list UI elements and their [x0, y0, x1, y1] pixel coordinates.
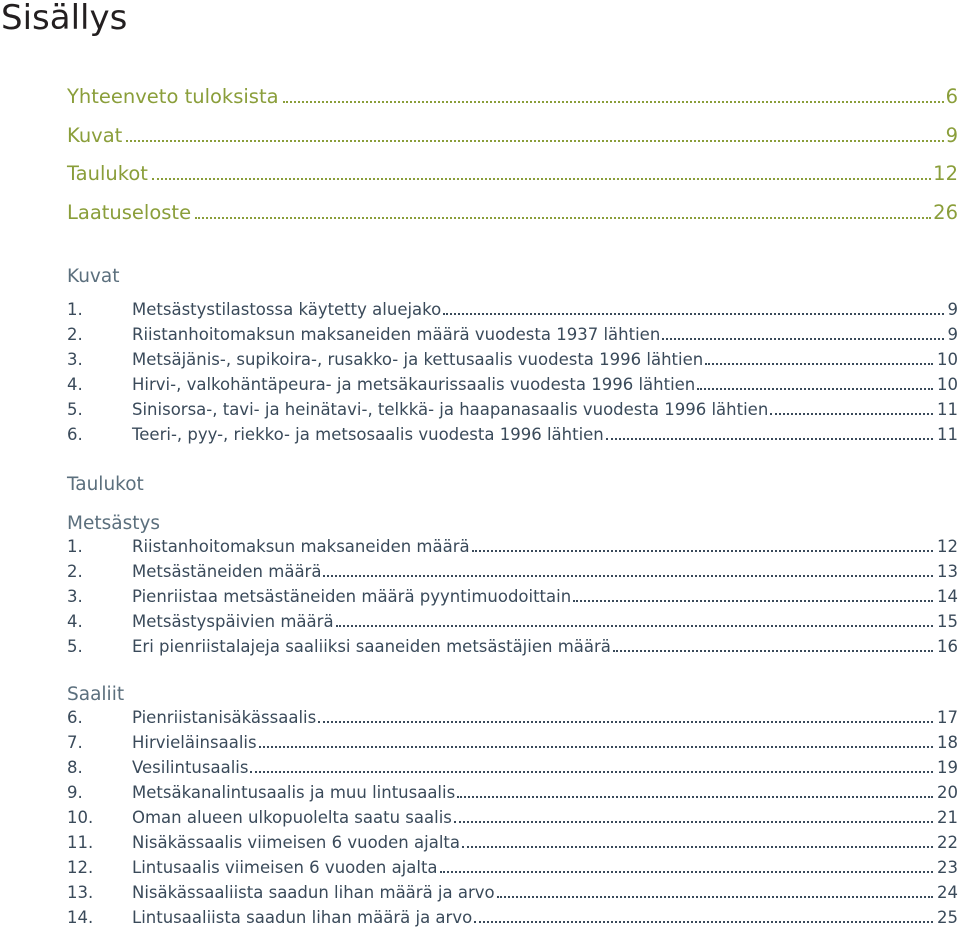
toc-item-page: 14	[937, 587, 958, 606]
toc-item-page: 18	[937, 733, 958, 752]
dot-leader	[662, 338, 943, 340]
toc-item-number: 3.	[67, 350, 83, 369]
metsastys-list	[67, 537, 958, 662]
toc-item-page: 15	[937, 612, 958, 631]
dot-leader	[573, 600, 933, 602]
toc-item-label: Metsäjänis-, supikoira-, rusakko- ja kettusaalis vuodesta 1996 lähtien	[132, 350, 704, 369]
dot-leader	[195, 217, 931, 219]
toc-entry-kuvat[interactable]	[67, 124, 958, 163]
toc-list-item[interactable]	[67, 537, 958, 562]
toc-item-number: 5.	[67, 400, 83, 419]
toc-item-number: 9.	[67, 783, 83, 802]
toc-item-number: 11.	[67, 833, 94, 852]
toc-item-number: 1.	[67, 537, 83, 556]
dot-leader	[443, 313, 943, 315]
toc-item-page: 16	[937, 637, 958, 656]
toc-list-item[interactable]	[67, 562, 958, 587]
toc-item-label: Nisäkässaaliista saadun lihan määrä ja arvo	[132, 883, 495, 902]
dot-leader	[152, 178, 931, 180]
toc-item-page: 12	[937, 537, 958, 556]
toc-item-page: 22	[937, 833, 958, 852]
toc-list-item[interactable]	[67, 425, 958, 450]
toc-list-item[interactable]	[67, 350, 958, 375]
toc-list-item[interactable]	[67, 733, 958, 758]
dot-leader	[250, 771, 933, 773]
toc-list-item[interactable]	[67, 758, 958, 783]
toc-item-label: Riistanhoitomaksun maksaneiden määrä vuodesta 1937 lähtien	[132, 325, 661, 344]
toc-entry-label: Yhteenveto tuloksista	[67, 85, 279, 108]
toc-list-item[interactable]	[67, 858, 958, 883]
toc-item-page: 9	[947, 300, 958, 319]
toc-list-item[interactable]	[67, 708, 958, 733]
toc-item-page: 11	[937, 400, 958, 419]
toc-item-page: 23	[937, 858, 958, 877]
dot-leader	[454, 821, 933, 823]
toc-item-number: 6.	[67, 708, 83, 727]
dot-leader	[336, 625, 933, 627]
dot-leader	[283, 101, 944, 103]
toc-list-item[interactable]	[67, 612, 958, 637]
dot-leader	[259, 746, 933, 748]
kuvat-list	[67, 300, 958, 450]
toc-entry-yhteenveto[interactable]	[67, 85, 958, 124]
toc-item-label: Pienriistaa metsästäneiden määrä pyyntimuodoittain	[132, 587, 572, 606]
toc-item-label: Eri pienriistalajeja saaliiksi saaneiden metsästäjien määrä	[132, 637, 611, 656]
toc-list-item[interactable]	[67, 400, 958, 425]
toc-item-label: Lintusaaliista saadun lihan määrä ja arvo	[132, 908, 473, 927]
toc-entry-page: 26	[933, 200, 958, 224]
toc-item-number: 1.	[67, 300, 83, 319]
toc-item-page: 21	[937, 808, 958, 827]
toc-list-item[interactable]	[67, 325, 958, 350]
toc-entry-laatuseloste[interactable]	[67, 201, 958, 240]
toc-item-label: Nisäkässaalis viimeisen 6 vuoden ajalta	[132, 833, 460, 852]
toc-entry-taulukot[interactable]	[67, 162, 958, 201]
page-title: Sisällys	[1, 0, 128, 38]
toc-list-item[interactable]	[67, 783, 958, 808]
toc-list-item[interactable]	[67, 833, 958, 858]
saaliit-section	[67, 684, 958, 933]
toc-item-number: 6.	[67, 425, 83, 444]
toc-item-label: Metsästystilastossa käytetty aluejako	[132, 300, 442, 319]
saaliit-list	[67, 708, 958, 933]
toc-item-number: 14.	[67, 908, 94, 927]
dot-leader	[697, 388, 933, 390]
taulukot-section	[67, 474, 958, 495]
toc-list-item[interactable]	[67, 587, 958, 612]
toc-item-page: 17	[937, 708, 958, 727]
dot-leader	[457, 796, 933, 798]
toc-item-page: 10	[937, 350, 958, 369]
toc-item-page: 25	[937, 908, 958, 927]
toc-item-number: 8.	[67, 758, 83, 777]
main-toc	[67, 85, 958, 239]
toc-entry-label: Taulukot	[67, 162, 148, 185]
toc-item-number: 12.	[67, 858, 94, 877]
toc-list-item[interactable]	[67, 300, 958, 325]
dot-leader	[323, 575, 933, 577]
kuvat-heading: Kuvat	[67, 266, 120, 287]
dot-leader	[606, 438, 933, 440]
toc-item-label: Hirvi-, valkohäntäpeura- ja metsäkaurissaalis vuodesta 1996 lähtien	[132, 375, 696, 394]
toc-item-label: Hirvieläinsaalis	[132, 733, 257, 752]
toc-list-item[interactable]	[67, 375, 958, 400]
toc-list-item[interactable]	[67, 637, 958, 662]
toc-list-item[interactable]	[67, 908, 958, 933]
dot-leader	[318, 721, 933, 723]
saaliit-heading: Saaliit	[67, 684, 125, 705]
toc-item-label: Vesilintusaalis	[132, 758, 249, 777]
toc-list-item[interactable]	[67, 883, 958, 908]
toc-item-page: 13	[937, 562, 958, 581]
toc-item-page: 20	[937, 783, 958, 802]
toc-entry-label: Kuvat	[67, 123, 123, 147]
dot-leader	[462, 846, 933, 848]
toc-item-label: Metsästäneiden määrä	[132, 562, 322, 581]
toc-item-label: Pienriistanisäkässaalis	[132, 708, 317, 727]
toc-item-label: Sinisorsa-, tavi- ja heinätavi-, telkkä- ja haapanasaalis vuodesta 1996 lähtien	[132, 400, 769, 419]
toc-item-page: 19	[937, 758, 958, 777]
dot-leader	[474, 921, 933, 923]
toc-list-item[interactable]	[67, 808, 958, 833]
toc-item-page: 24	[937, 883, 958, 902]
toc-entry-page: 9	[945, 123, 958, 147]
dot-leader	[497, 896, 933, 898]
metsastys-section	[67, 513, 958, 662]
toc-entry-page: 12	[933, 162, 958, 185]
toc-item-label: Metsästyspäivien määrä	[132, 612, 334, 631]
dot-leader	[126, 140, 943, 142]
dot-leader	[613, 650, 933, 652]
toc-item-page: 11	[937, 425, 958, 444]
toc-item-number: 5.	[67, 637, 83, 656]
toc-item-label: Riistanhoitomaksun maksaneiden määrä	[132, 537, 470, 556]
toc-item-label: Metsäkanalintusaalis ja muu lintusaalis	[132, 783, 456, 802]
toc-entry-page: 6	[945, 85, 958, 108]
toc-item-number: 4.	[67, 612, 83, 631]
metsastys-heading: Metsästys	[67, 513, 161, 534]
dot-leader	[472, 550, 933, 552]
toc-entry-label: Laatuseloste	[67, 200, 192, 224]
toc-item-number: 4.	[67, 375, 83, 394]
toc-item-number: 3.	[67, 587, 83, 606]
toc-item-number: 7.	[67, 733, 83, 752]
toc-item-number: 10.	[67, 808, 94, 827]
dot-leader	[440, 871, 933, 873]
toc-item-page: 10	[937, 375, 958, 394]
toc-item-label: Oman alueen ulkopuolelta saatu saalis	[132, 808, 452, 827]
toc-item-number: 2.	[67, 325, 83, 344]
toc-item-label: Lintusaalis viimeisen 6 vuoden ajalta	[132, 858, 438, 877]
dot-leader	[770, 413, 933, 415]
kuvat-section	[67, 266, 958, 450]
toc-item-number: 2.	[67, 562, 83, 581]
toc-item-number: 13.	[67, 883, 94, 902]
toc-item-label: Teeri-, pyy-, riekko- ja metsosaalis vuodesta 1996 lähtien	[132, 425, 604, 444]
taulukot-heading: Taulukot	[67, 474, 144, 495]
toc-item-page: 9	[947, 325, 958, 344]
dot-leader	[705, 363, 933, 365]
